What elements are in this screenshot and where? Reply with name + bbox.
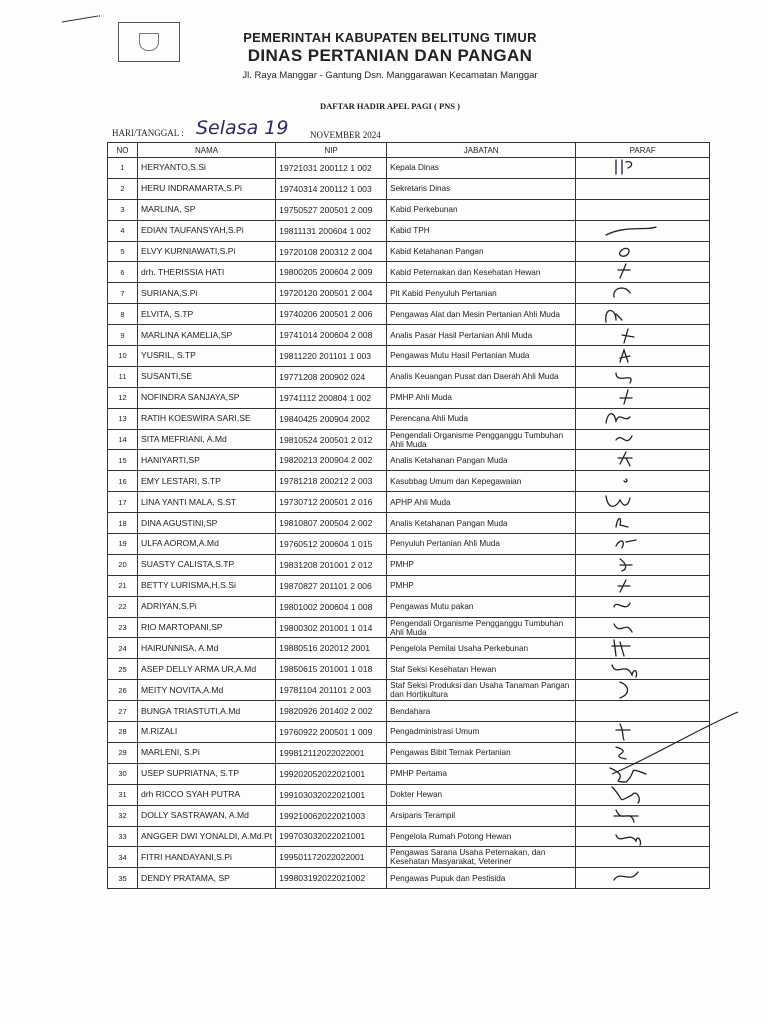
row-jabatan: Pengelola Rumah Potong Hewan <box>387 826 576 847</box>
signature-mark <box>576 367 704 387</box>
row-number: 33 <box>108 826 138 847</box>
row-nip: 19801002 200604 1 008 <box>276 596 387 617</box>
row-signature <box>576 868 710 889</box>
row-number: 18 <box>108 513 138 534</box>
table-row <box>108 638 710 659</box>
row-jabatan: Staf Seksi Produksi dan Usaha Tanaman Pangan dan Hortikultura <box>387 680 576 701</box>
row-jabatan: Pengawas Mutu Hasil Pertanian Muda <box>387 346 576 367</box>
row-jabatan: Kabid TPH <box>387 220 576 241</box>
table-row <box>108 178 710 199</box>
table-row <box>108 659 710 680</box>
row-signature <box>576 241 710 262</box>
row-jabatan: Pengawas Pupuk dan Pestisida <box>387 868 576 889</box>
table-row <box>108 346 710 367</box>
row-number: 2 <box>108 178 138 199</box>
signature-mark <box>576 262 704 282</box>
table-row <box>108 784 710 805</box>
row-name: BETTY LURISMA,H,S.Si <box>138 575 276 596</box>
signature-mark <box>576 806 704 826</box>
row-signature <box>576 366 710 387</box>
signature-mark <box>576 555 704 575</box>
row-name: ELVITA, S.TP <box>138 304 276 325</box>
row-nip: 19740314 200112 1 003 <box>276 178 387 199</box>
signature-mark <box>576 346 704 366</box>
table-row <box>108 220 710 241</box>
row-name: DOLLY SASTRAWAN, A.Md <box>138 805 276 826</box>
row-name: MARLENI, S.Pi <box>138 742 276 763</box>
row-signature <box>576 826 710 847</box>
row-signature <box>576 325 710 346</box>
row-jabatan: Staf Seksi Kesehatan Hewan <box>387 659 576 680</box>
signature-mark <box>576 576 704 596</box>
row-jabatan: Kabid Perkebunan <box>387 199 576 220</box>
row-number: 19 <box>108 534 138 555</box>
row-jabatan: PMHP Pertama <box>387 763 576 784</box>
row-nip: 19840425 200904 2002 <box>276 408 387 429</box>
row-number: 1 <box>108 158 138 179</box>
row-jabatan: Kepala Dinas <box>387 158 576 179</box>
stray-pen-line <box>610 708 740 778</box>
row-signature <box>576 450 710 471</box>
row-jabatan: Plt Kabid Penyuluh Pertanian <box>387 283 576 304</box>
row-number: 16 <box>108 471 138 492</box>
row-nip: 19741014 200604 2 008 <box>276 325 387 346</box>
row-nip: 19810524 200501 2 012 <box>276 429 387 450</box>
org-line-2: DINAS PERTANIAN DAN PANGAN <box>247 46 533 65</box>
row-number: 27 <box>108 701 138 722</box>
row-number: 29 <box>108 742 138 763</box>
org-address: Jl. Raya Manggar - Gantung Dsn. Manggarawan Kecamatan Manggar <box>242 70 538 81</box>
row-name: YUSRIL, S.TP <box>138 346 276 367</box>
col-header-no: NO <box>108 143 138 158</box>
row-nip: 19870827 201101 2 006 <box>276 575 387 596</box>
signature-mark <box>576 513 704 533</box>
table-row <box>108 680 710 701</box>
row-signature <box>576 262 710 283</box>
signature-mark <box>576 283 704 303</box>
signature-mark <box>576 450 704 470</box>
row-signature <box>576 199 710 220</box>
row-number: 23 <box>108 617 138 638</box>
row-name: ADRIYAN,S.Pi <box>138 596 276 617</box>
row-number: 31 <box>108 784 138 805</box>
row-number: 32 <box>108 805 138 826</box>
date-handwritten: Selasa 19 <box>196 117 289 139</box>
row-name: ELVY KURNIAWATI,S.Pi <box>138 241 276 262</box>
org-line-1: PEMERINTAH KABUPATEN BELITUNG TIMUR <box>243 30 537 45</box>
row-signature <box>576 575 710 596</box>
row-number: 3 <box>108 199 138 220</box>
table-header-row <box>108 143 710 158</box>
row-nip: 19720120 200501 2 004 <box>276 283 387 304</box>
row-name: FITRI HANDAYANI,S.Pi <box>138 847 276 868</box>
row-signature <box>576 805 710 826</box>
col-header-nama: NAMA <box>138 143 276 158</box>
table-row <box>108 158 710 179</box>
row-number: 21 <box>108 575 138 596</box>
table-row <box>108 617 710 638</box>
row-signature <box>576 784 710 805</box>
row-jabatan: Sekretaris Dinas <box>387 178 576 199</box>
signature-mark <box>576 430 704 450</box>
row-nip: 19810807 200504 2 002 <box>276 513 387 534</box>
government-logo <box>118 22 180 62</box>
row-jabatan: APHP Ahli Muda <box>387 492 576 513</box>
table-row <box>108 283 710 304</box>
row-nip: 199501172022022001 <box>276 847 387 868</box>
row-signature <box>576 304 710 325</box>
row-name: NOFINDRA SANJAYA,SP <box>138 387 276 408</box>
row-jabatan: Arsiparis Terampil <box>387 805 576 826</box>
row-number: 6 <box>108 262 138 283</box>
signature-mark <box>576 534 704 554</box>
row-name: DINA AGUSTINI,SP <box>138 513 276 534</box>
table-row <box>108 304 710 325</box>
row-signature <box>576 638 710 659</box>
row-nip: 19820213 200904 2 002 <box>276 450 387 471</box>
row-nip: 19811220 201101 1 003 <box>276 346 387 367</box>
row-jabatan: Perencana Ahli Muda <box>387 408 576 429</box>
signature-mark <box>576 471 704 491</box>
row-nip: 19760922 200501 1 009 <box>276 722 387 743</box>
row-number: 8 <box>108 304 138 325</box>
table-row <box>108 366 710 387</box>
row-jabatan: Kasubbag Umum dan Kepegawaian <box>387 471 576 492</box>
row-signature <box>576 617 710 638</box>
row-nip: 19820926 201402 2 002 <box>276 701 387 722</box>
signature-mark <box>576 785 704 805</box>
table-row <box>108 199 710 220</box>
row-signature <box>576 492 710 513</box>
col-header-nip: NIP <box>276 143 387 158</box>
signature-mark <box>576 242 704 262</box>
row-jabatan: Pengawas Sarana Usaha Peternakan, dan Kesehatan Masyarakat, Veteriner <box>387 847 576 868</box>
row-nip: 199812112022022001 <box>276 742 387 763</box>
date-printed: NOVEMBER 2024 <box>310 130 381 140</box>
row-nip: 199703032022021001 <box>276 826 387 847</box>
row-name: SURIANA,S.Pi <box>138 283 276 304</box>
table-row <box>108 325 710 346</box>
row-nip: 19730712 200501 2 016 <box>276 492 387 513</box>
row-jabatan: PMHP <box>387 554 576 575</box>
row-name: HANIYARTI,SP <box>138 450 276 471</box>
row-nip: 19721031 200112 1 002 <box>276 158 387 179</box>
row-name: HERYANTO,S.Si <box>138 158 276 179</box>
signature-mark <box>576 158 704 178</box>
row-nip: 19850615 201001 1 018 <box>276 659 387 680</box>
row-jabatan: Analis Keuangan Pusat dan Daerah Ahli Muda <box>387 366 576 387</box>
row-number: 14 <box>108 429 138 450</box>
row-jabatan: Bendahara <box>387 701 576 722</box>
signature-mark <box>576 325 704 345</box>
row-signature <box>576 659 710 680</box>
row-jabatan: Kabid Ketahanan Pangan <box>387 241 576 262</box>
row-name: SITA MEFRIANI, A.Md <box>138 429 276 450</box>
table-row <box>108 492 710 513</box>
table-row <box>108 826 710 847</box>
row-number: 10 <box>108 346 138 367</box>
row-name: MARLINA KAMELIA,SP <box>138 325 276 346</box>
row-signature <box>576 534 710 555</box>
row-name: drh. THERISSIA HATI <box>138 262 276 283</box>
signature-mark <box>576 659 704 679</box>
table-row <box>108 387 710 408</box>
table-row <box>108 450 710 471</box>
table-row <box>108 596 710 617</box>
row-number: 20 <box>108 554 138 575</box>
row-number: 28 <box>108 722 138 743</box>
row-signature <box>576 158 710 179</box>
table-row <box>108 429 710 450</box>
row-nip: 199202052022021001 <box>276 763 387 784</box>
row-nip: 19750527 200501 2 009 <box>276 199 387 220</box>
row-jabatan: Pengawas Mutu pakan <box>387 596 576 617</box>
row-name: SUSANTI,SE <box>138 366 276 387</box>
row-number: 13 <box>108 408 138 429</box>
row-name: MARLINA, SP <box>138 199 276 220</box>
row-jabatan: Pengendali Organisme Pengganggu Tumbuhan Ahli Muda <box>387 617 576 638</box>
row-signature <box>576 283 710 304</box>
row-jabatan: Pengawas Bibit Ternak Pertanian <box>387 742 576 763</box>
row-name: BUNGA TRIASTUTI,A.Md <box>138 701 276 722</box>
signature-mark <box>576 618 704 638</box>
row-number: 11 <box>108 366 138 387</box>
col-header-jabatan: JABATAN <box>387 143 576 158</box>
table-row <box>108 513 710 534</box>
row-number: 25 <box>108 659 138 680</box>
row-signature <box>576 471 710 492</box>
row-nip: 19800302 201001 1 014 <box>276 617 387 638</box>
signature-mark <box>576 868 704 888</box>
table-row <box>108 868 710 889</box>
row-nip: 19811131 200604 1 002 <box>276 220 387 241</box>
row-nip: 199103032022021001 <box>276 784 387 805</box>
row-signature <box>576 408 710 429</box>
col-header-paraf: PARAF <box>576 143 710 158</box>
row-name: ASEP DELLY ARMA UR,A.Md <box>138 659 276 680</box>
row-nip: 19880516 202012 2001 <box>276 638 387 659</box>
row-signature <box>576 513 710 534</box>
row-jabatan: Pengawas Alat dan Mesin Pertanian Ahli Muda <box>387 304 576 325</box>
row-signature <box>576 429 710 450</box>
row-jabatan: Pengadministrasi Umum <box>387 722 576 743</box>
row-number: 22 <box>108 596 138 617</box>
table-row <box>108 408 710 429</box>
row-signature <box>576 220 710 241</box>
row-number: 17 <box>108 492 138 513</box>
row-number: 9 <box>108 325 138 346</box>
row-signature <box>576 596 710 617</box>
row-jabatan: PMHP Ahli Muda <box>387 387 576 408</box>
row-name: HERU INDRAMARTA,S.Pi <box>138 178 276 199</box>
row-number: 5 <box>108 241 138 262</box>
row-jabatan: Pengendali Organisme Pengganggu Tumbuhan Ahli Muda <box>387 429 576 450</box>
row-name: HAIRUNNISA, A.Md <box>138 638 276 659</box>
row-jabatan: Pengelola Pemilai Usaha Perkebunan <box>387 638 576 659</box>
document-title: DAFTAR HADIR APEL PAGI ( PNS ) <box>320 101 460 111</box>
table-row <box>108 805 710 826</box>
table-row <box>108 575 710 596</box>
row-name: LINA YANTI MALA, S.ST <box>138 492 276 513</box>
row-signature <box>576 680 710 701</box>
row-nip: 199210062022021003 <box>276 805 387 826</box>
row-name: USEP SUPRIATNA, S.TP <box>138 763 276 784</box>
row-signature <box>576 847 710 868</box>
row-nip: 19740206 200501 2 006 <box>276 304 387 325</box>
row-name: MEITY NOVITA,A.Md <box>138 680 276 701</box>
signature-mark <box>576 492 704 512</box>
table-row <box>108 534 710 555</box>
table-row <box>108 471 710 492</box>
row-nip: 19741112 200804 1 002 <box>276 387 387 408</box>
table-row <box>108 241 710 262</box>
signature-mark <box>576 388 704 408</box>
table-row <box>108 554 710 575</box>
row-jabatan: Dokter Hewan <box>387 784 576 805</box>
row-nip: 19781104 201101 2 003 <box>276 680 387 701</box>
row-signature <box>576 178 710 199</box>
row-number: 15 <box>108 450 138 471</box>
row-name: RATIH KOESWIRA SARI,SE <box>138 408 276 429</box>
row-nip: 19800205 200604 2 009 <box>276 262 387 283</box>
row-number: 4 <box>108 220 138 241</box>
row-signature <box>576 554 710 575</box>
signature-mark <box>576 638 704 658</box>
row-nip: 19760512 200604 1 015 <box>276 534 387 555</box>
row-nip: 199803192022021002 <box>276 868 387 889</box>
row-name: ANGGER DWI YONALDI, A.Md.Pt <box>138 826 276 847</box>
row-number: 12 <box>108 387 138 408</box>
row-signature <box>576 346 710 367</box>
row-signature <box>576 387 710 408</box>
row-jabatan: Analis Pasar Hasil Pertanian Ahli Muda <box>387 325 576 346</box>
row-nip: 19720108 200312 2 004 <box>276 241 387 262</box>
row-jabatan: Kabid Peternakan dan Kesehatan Hewan <box>387 262 576 283</box>
row-name: ULFA AOROM,A.Md <box>138 534 276 555</box>
row-nip: 19771208 200902 024 <box>276 366 387 387</box>
row-number: 35 <box>108 868 138 889</box>
row-nip: 19831208 201001 2 012 <box>276 554 387 575</box>
signature-mark <box>576 597 704 617</box>
signature-mark <box>576 827 704 847</box>
row-jabatan: PMHP <box>387 575 576 596</box>
row-jabatan: Penyuluh Pertanian Ahli Muda <box>387 534 576 555</box>
row-number: 30 <box>108 763 138 784</box>
row-nip: 19781218 200212 2 003 <box>276 471 387 492</box>
signature-mark <box>576 680 704 700</box>
row-name: SUASTY CALISTA,S.TP <box>138 554 276 575</box>
date-label: HARI/TANGGAL : <box>112 128 184 138</box>
table-row <box>108 262 710 283</box>
signature-mark <box>576 409 704 429</box>
row-name: EDIAN TAUFANSYAH,S.Pi <box>138 220 276 241</box>
row-name: EMY LESTARI, S.TP <box>138 471 276 492</box>
row-name: DENDY PRATAMA, SP <box>138 868 276 889</box>
row-name: M.RIZALI <box>138 722 276 743</box>
row-name: RIO MARTOPANI,SP <box>138 617 276 638</box>
row-number: 24 <box>108 638 138 659</box>
table-row <box>108 847 710 868</box>
row-jabatan: Analis Ketahanan Pangan Muda <box>387 450 576 471</box>
row-number: 26 <box>108 680 138 701</box>
row-number: 7 <box>108 283 138 304</box>
row-number: 34 <box>108 847 138 868</box>
signature-mark <box>576 221 704 241</box>
pen-stroke-mark <box>60 14 100 24</box>
row-name: drh RICCO SYAH PUTRA <box>138 784 276 805</box>
row-jabatan: Analis Ketahanan Pangan Muda <box>387 513 576 534</box>
signature-mark <box>576 304 704 324</box>
